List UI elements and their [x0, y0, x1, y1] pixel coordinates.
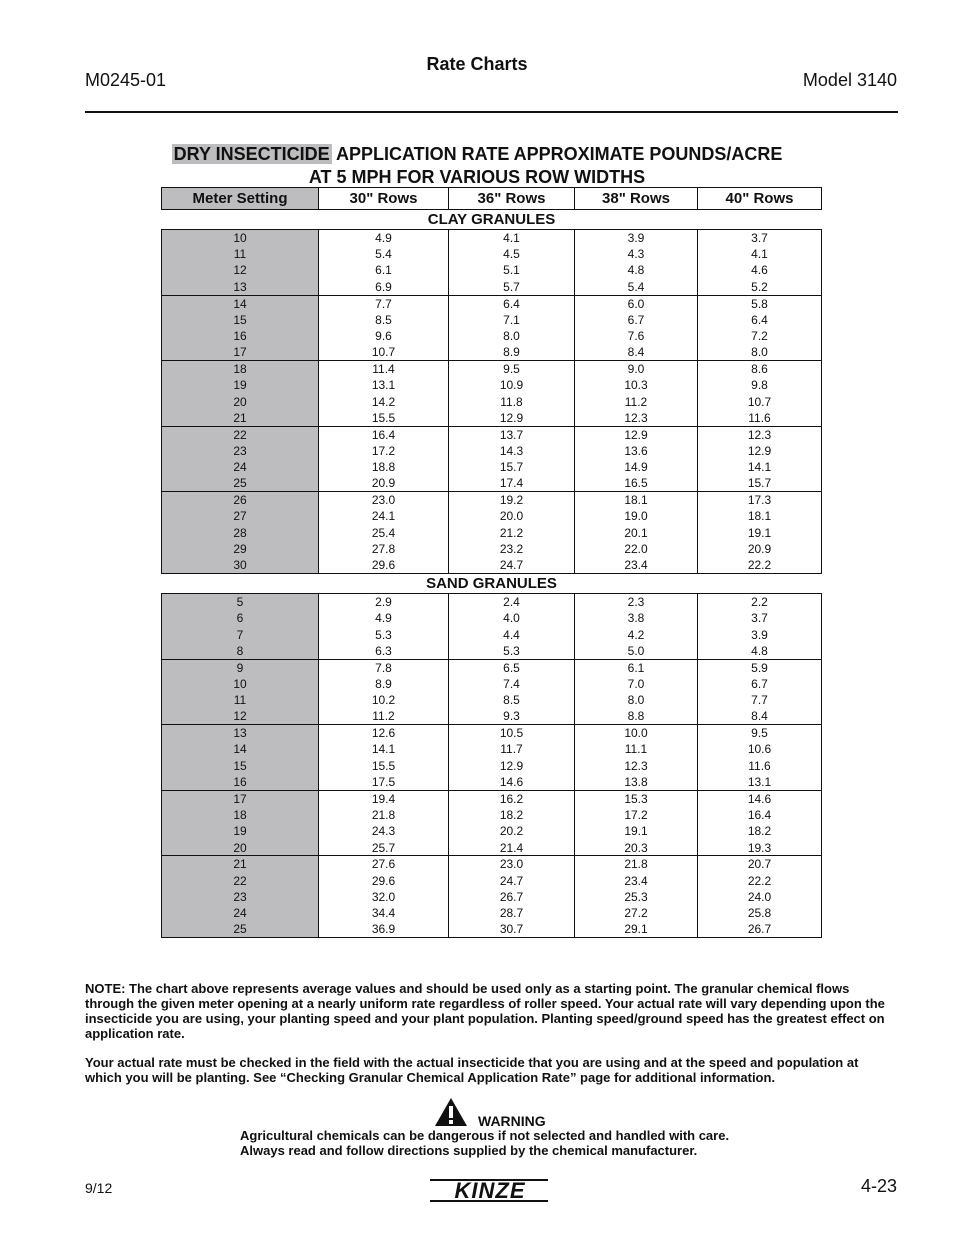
rate-cell: 5.8 [698, 295, 822, 311]
column-header-36-rows: 36" Rows [449, 188, 575, 210]
rate-cell: 3.7 [698, 610, 822, 626]
meter-setting-cell: 9 [162, 659, 319, 675]
rate-cell: 9.3 [449, 708, 575, 724]
table-row [162, 557, 822, 573]
rate-cell: 20.3 [575, 840, 698, 856]
chart-title-highlight: DRY INSECTICIDE [173, 144, 330, 164]
rate-cell: 11.4 [319, 361, 449, 377]
rate-cell: 3.9 [698, 626, 822, 642]
rate-cell: 6.0 [575, 295, 698, 311]
rate-cell: 13.6 [575, 443, 698, 459]
rate-cell: 32.0 [319, 889, 449, 905]
rate-cell: 29.1 [575, 922, 698, 938]
rate-cell: 6.9 [319, 279, 449, 295]
table-row [162, 525, 822, 541]
rate-cell: 25.7 [319, 840, 449, 856]
rate-cell: 8.0 [449, 328, 575, 344]
table-body [162, 210, 822, 938]
rate-cell: 7.0 [575, 676, 698, 692]
rate-cell: 4.4 [449, 626, 575, 642]
rate-cell: 23.4 [575, 557, 698, 573]
rate-cell: 26.7 [449, 889, 575, 905]
meter-setting-cell: 23 [162, 889, 319, 905]
rate-cell: 12.9 [575, 426, 698, 442]
meter-setting-cell: 14 [162, 295, 319, 311]
table-row [162, 626, 822, 642]
meter-setting-cell: 27 [162, 508, 319, 524]
note-paragraph-2: Your actual rate must be checked in the field with the actual insecticide that you are using and at the speed and population at which you will be planting. See “Checking Granular Chemical Application Rate” page for additional information. [85, 1055, 859, 1085]
rate-cell: 4.9 [319, 610, 449, 626]
rate-cell: 2.3 [575, 594, 698, 610]
rate-cell: 20.9 [698, 541, 822, 557]
rate-cell: 10.0 [575, 725, 698, 741]
rate-cell: 19.1 [698, 525, 822, 541]
column-header-40-rows: 40" Rows [698, 188, 822, 210]
rate-cell: 20.0 [449, 508, 575, 524]
rate-cell: 3.8 [575, 610, 698, 626]
meter-setting-cell: 16 [162, 774, 319, 790]
rate-cell: 23.0 [319, 492, 449, 508]
table-row [162, 295, 822, 311]
table-row [162, 393, 822, 409]
meter-setting-cell: 8 [162, 643, 319, 659]
rate-cell: 20.2 [449, 823, 575, 839]
rate-cell: 10.7 [698, 393, 822, 409]
rate-cell: 21.8 [319, 807, 449, 823]
rate-cell: 21.4 [449, 840, 575, 856]
column-header-30-rows: 30" Rows [319, 188, 449, 210]
rate-cell: 12.3 [698, 426, 822, 442]
table-row [162, 246, 822, 262]
meter-setting-cell: 30 [162, 557, 319, 573]
rate-cell: 18.8 [319, 459, 449, 475]
rate-cell: 8.0 [698, 344, 822, 360]
table-row [162, 840, 822, 856]
rate-cell: 5.3 [319, 626, 449, 642]
rate-cell: 17.3 [698, 492, 822, 508]
rate-cell: 8.0 [575, 692, 698, 708]
table-row [162, 643, 822, 659]
meter-setting-cell: 13 [162, 725, 319, 741]
table-row [162, 344, 822, 360]
table-header-row [162, 188, 822, 210]
rate-cell: 5.3 [449, 643, 575, 659]
table-row [162, 659, 822, 675]
rate-cell: 22.0 [575, 541, 698, 557]
meter-setting-cell: 17 [162, 344, 319, 360]
meter-setting-cell: 24 [162, 459, 319, 475]
rate-cell: 6.1 [575, 659, 698, 675]
rate-cell: 29.6 [319, 557, 449, 573]
meter-setting-cell: 26 [162, 492, 319, 508]
rate-cell: 9.0 [575, 361, 698, 377]
rate-cell: 27.6 [319, 856, 449, 872]
warning-triangle-icon [434, 1097, 468, 1127]
table-row [162, 807, 822, 823]
rate-cell: 21.8 [575, 856, 698, 872]
rate-cell: 13.1 [319, 377, 449, 393]
meter-setting-cell: 11 [162, 246, 319, 262]
rate-cell: 8.8 [575, 708, 698, 724]
rate-cell: 24.7 [449, 557, 575, 573]
rate-cell: 22.2 [698, 557, 822, 573]
rate-cell: 4.8 [575, 262, 698, 278]
meter-setting-cell: 24 [162, 905, 319, 921]
meter-setting-cell: 22 [162, 872, 319, 888]
meter-setting-cell: 12 [162, 708, 319, 724]
table-row [162, 311, 822, 327]
rate-cell: 4.6 [698, 262, 822, 278]
table-row [162, 230, 822, 246]
rate-cell: 5.4 [319, 246, 449, 262]
rate-cell: 16.4 [319, 426, 449, 442]
rate-cell: 4.1 [698, 246, 822, 262]
rate-cell: 6.4 [449, 295, 575, 311]
rate-cell: 23.2 [449, 541, 575, 557]
meter-setting-cell: 13 [162, 279, 319, 295]
meter-setting-cell: 29 [162, 541, 319, 557]
rate-cell: 28.7 [449, 905, 575, 921]
rate-cell: 5.9 [698, 659, 822, 675]
table-row [162, 741, 822, 757]
meter-setting-cell: 10 [162, 676, 319, 692]
meter-setting-cell: 15 [162, 311, 319, 327]
rate-cell: 9.6 [319, 328, 449, 344]
column-header-38-rows: 38" Rows [575, 188, 698, 210]
meter-setting-cell: 10 [162, 230, 319, 246]
rate-cell: 12.6 [319, 725, 449, 741]
rate-cell: 10.9 [449, 377, 575, 393]
rate-cell: 22.2 [698, 872, 822, 888]
meter-setting-cell: 12 [162, 262, 319, 278]
rate-cell: 25.8 [698, 905, 822, 921]
rate-cell: 27.8 [319, 541, 449, 557]
rate-cell: 11.6 [698, 758, 822, 774]
rate-cell: 12.9 [449, 410, 575, 426]
rate-cell: 15.3 [575, 790, 698, 806]
rate-cell: 6.4 [698, 311, 822, 327]
rate-cell: 5.2 [698, 279, 822, 295]
rate-cell: 8.9 [449, 344, 575, 360]
rate-cell: 8.4 [575, 344, 698, 360]
column-header-meter-setting: Meter Setting [162, 188, 319, 210]
warning-text [240, 1128, 729, 1158]
model-name: Model 3140 [802, 70, 897, 90]
rate-cell: 11.2 [319, 708, 449, 724]
table-row [162, 262, 822, 278]
meter-setting-cell: 28 [162, 525, 319, 541]
rate-cell: 34.4 [319, 905, 449, 921]
rate-cell: 14.6 [449, 774, 575, 790]
rate-cell: 8.4 [698, 708, 822, 724]
rate-cell: 20.9 [319, 475, 449, 491]
rate-cell: 7.1 [449, 311, 575, 327]
meter-setting-cell: 5 [162, 594, 319, 610]
rate-cell: 8.5 [449, 692, 575, 708]
rate-cell: 3.9 [575, 230, 698, 246]
doc-number: M0245-01 [85, 70, 167, 90]
rate-cell: 5.0 [575, 643, 698, 659]
rate-cell: 9.5 [698, 725, 822, 741]
rate-cell: 14.9 [575, 459, 698, 475]
section-header-row [162, 210, 822, 230]
rate-cell: 17.2 [319, 443, 449, 459]
rate-cell: 5.1 [449, 262, 575, 278]
rate-cell: 15.5 [319, 410, 449, 426]
rate-cell: 19.2 [449, 492, 575, 508]
rate-cell: 9.8 [698, 377, 822, 393]
rate-cell: 4.2 [575, 626, 698, 642]
chart-title-rest: APPLICATION RATE APPROXIMATE POUNDS/ACRE [331, 144, 783, 164]
rate-cell: 16.2 [449, 790, 575, 806]
rate-cell: 11.7 [449, 741, 575, 757]
rate-cell: 7.8 [319, 659, 449, 675]
table-row [162, 823, 822, 839]
table-row [162, 541, 822, 557]
meter-setting-cell: 14 [162, 741, 319, 757]
rate-cell: 16.5 [575, 475, 698, 491]
meter-setting-cell: 16 [162, 328, 319, 344]
meter-setting-cell: 11 [162, 692, 319, 708]
rate-cell: 24.7 [449, 872, 575, 888]
rate-cell: 8.6 [698, 361, 822, 377]
meter-setting-cell: 15 [162, 758, 319, 774]
rate-cell: 19.3 [698, 840, 822, 856]
rate-cell: 13.7 [449, 426, 575, 442]
rate-cell: 18.1 [575, 492, 698, 508]
meter-setting-cell: 17 [162, 790, 319, 806]
rate-cell: 15.7 [698, 475, 822, 491]
table-row [162, 426, 822, 442]
rate-cell: 24.0 [698, 889, 822, 905]
rate-cell: 12.9 [449, 758, 575, 774]
chart-title [0, 143, 954, 189]
rate-cell: 2.4 [449, 594, 575, 610]
rate-cell: 11.1 [575, 741, 698, 757]
meter-setting-cell: 20 [162, 840, 319, 856]
rate-cell: 14.1 [319, 741, 449, 757]
rate-cell: 12.3 [575, 410, 698, 426]
rate-cell: 4.8 [698, 643, 822, 659]
table-row [162, 889, 822, 905]
rate-cell: 10.6 [698, 741, 822, 757]
rate-cell: 18.2 [449, 807, 575, 823]
meter-setting-cell: 6 [162, 610, 319, 626]
rate-cell: 3.7 [698, 230, 822, 246]
rate-cell: 2.2 [698, 594, 822, 610]
section-title: Rate Charts [426, 54, 528, 74]
rate-cell: 25.3 [575, 889, 698, 905]
rate-cell: 6.1 [319, 262, 449, 278]
rate-cell: 4.3 [575, 246, 698, 262]
rate-cell: 17.5 [319, 774, 449, 790]
rate-cell: 10.7 [319, 344, 449, 360]
table-row [162, 492, 822, 508]
rate-cell: 7.2 [698, 328, 822, 344]
rate-cell: 30.7 [449, 922, 575, 938]
rate-cell: 11.2 [575, 393, 698, 409]
chart-title-line1 [0, 143, 954, 166]
rate-cell: 4.0 [449, 610, 575, 626]
table-row [162, 443, 822, 459]
table-row [162, 790, 822, 806]
rate-cell: 13.8 [575, 774, 698, 790]
meter-setting-cell: 21 [162, 856, 319, 872]
table-row [162, 872, 822, 888]
warning-title: WARNING [478, 1113, 546, 1129]
rate-cell: 36.9 [319, 922, 449, 938]
chart-title-line2: AT 5 MPH FOR VARIOUS ROW WIDTHS [308, 167, 646, 187]
table-row [162, 410, 822, 426]
rate-cell: 2.9 [319, 594, 449, 610]
rate-cell: 21.2 [449, 525, 575, 541]
rate-cell: 13.1 [698, 774, 822, 790]
rate-cell: 12.3 [575, 758, 698, 774]
table-row [162, 475, 822, 491]
rate-cell: 20.1 [575, 525, 698, 541]
table-row [162, 508, 822, 524]
rate-cell: 16.4 [698, 807, 822, 823]
section-title: CLAY GRANULES [427, 211, 556, 228]
table-row [162, 922, 822, 938]
rate-cell: 15.5 [319, 758, 449, 774]
rate-cell: 14.1 [698, 459, 822, 475]
meter-setting-cell: 22 [162, 426, 319, 442]
meter-setting-cell: 25 [162, 922, 319, 938]
table-row [162, 377, 822, 393]
rate-cell: 6.7 [698, 676, 822, 692]
table-row [162, 459, 822, 475]
rate-cell: 17.2 [575, 807, 698, 823]
rate-cell: 24.1 [319, 508, 449, 524]
rate-cell: 23.4 [575, 872, 698, 888]
rate-cell: 12.9 [698, 443, 822, 459]
meter-setting-cell: 25 [162, 475, 319, 491]
rate-cell: 20.7 [698, 856, 822, 872]
table-row [162, 594, 822, 610]
rate-cell: 27.2 [575, 905, 698, 921]
rate-cell: 6.5 [449, 659, 575, 675]
warning-line-2: Always read and follow directions supplied by the chemical manufacturer. [240, 1143, 698, 1158]
rate-cell: 7.7 [319, 295, 449, 311]
rate-cell: 8.9 [319, 676, 449, 692]
rate-cell: 18.1 [698, 508, 822, 524]
rate-cell: 19.0 [575, 508, 698, 524]
kinze-logo [430, 1177, 550, 1204]
table-row [162, 676, 822, 692]
note-paragraph-1: NOTE: The chart above represents average values and should be used only as a starting point. The granular chemical flows through the given meter opening at a nearly uniform rate regardless of roller speed. Your actual rate will vary depending upon the insecticide you are using, your planting speed and your plant population. Planting speed/ground speed has the greatest effect on application rate. [85, 981, 885, 1041]
rate-cell: 5.4 [575, 279, 698, 295]
section-title: SAND GRANULES [426, 575, 557, 593]
table-row [162, 856, 822, 872]
table-row [162, 279, 822, 295]
warning-line-1: Agricultural chemicals can be dangerous if not selected and handled with care. [240, 1128, 730, 1143]
rate-cell: 19.4 [319, 790, 449, 806]
meter-setting-cell: 7 [162, 626, 319, 642]
table-row [162, 725, 822, 741]
meter-setting-cell: 19 [162, 377, 319, 393]
rate-cell: 14.2 [319, 393, 449, 409]
svg-text:KINZE: KINZE [454, 1178, 526, 1203]
rate-cell: 7.4 [449, 676, 575, 692]
rate-cell: 14.6 [698, 790, 822, 806]
table-row [162, 774, 822, 790]
rate-cell: 14.3 [449, 443, 575, 459]
rate-cell: 10.3 [575, 377, 698, 393]
rate-cell: 11.8 [449, 393, 575, 409]
meter-setting-cell: 19 [162, 823, 319, 839]
meter-setting-cell: 23 [162, 443, 319, 459]
page-number: 4-23 [860, 1176, 897, 1196]
rate-cell: 10.2 [319, 692, 449, 708]
rate-cell: 7.6 [575, 328, 698, 344]
table-row [162, 361, 822, 377]
meter-setting-cell: 18 [162, 807, 319, 823]
revision-date: 9/12 [85, 1180, 113, 1196]
rate-cell: 9.5 [449, 361, 575, 377]
rate-table [161, 187, 822, 938]
rate-cell: 6.3 [319, 643, 449, 659]
rate-cell: 19.1 [575, 823, 698, 839]
table-row [162, 610, 822, 626]
rate-cell: 4.9 [319, 230, 449, 246]
table-row [162, 708, 822, 724]
table-row [162, 328, 822, 344]
rate-cell: 23.0 [449, 856, 575, 872]
rate-cell: 4.5 [449, 246, 575, 262]
meter-setting-cell: 18 [162, 361, 319, 377]
rate-cell: 24.3 [319, 823, 449, 839]
header-divider [85, 111, 898, 113]
section-header-row [162, 574, 822, 594]
rate-cell: 5.7 [449, 279, 575, 295]
rate-cell: 7.7 [698, 692, 822, 708]
rate-cell: 15.7 [449, 459, 575, 475]
rate-cell: 29.6 [319, 872, 449, 888]
rate-cell: 11.6 [698, 410, 822, 426]
rate-cell: 6.7 [575, 311, 698, 327]
meter-setting-cell: 21 [162, 410, 319, 426]
table-row [162, 905, 822, 921]
rate-cell: 8.5 [319, 311, 449, 327]
meter-setting-cell: 20 [162, 393, 319, 409]
rate-cell: 17.4 [449, 475, 575, 491]
rate-cell: 26.7 [698, 922, 822, 938]
table-row [162, 758, 822, 774]
rate-cell: 25.4 [319, 525, 449, 541]
rate-cell: 10.5 [449, 725, 575, 741]
rate-cell: 18.2 [698, 823, 822, 839]
table-row [162, 692, 822, 708]
rate-cell: 4.1 [449, 230, 575, 246]
